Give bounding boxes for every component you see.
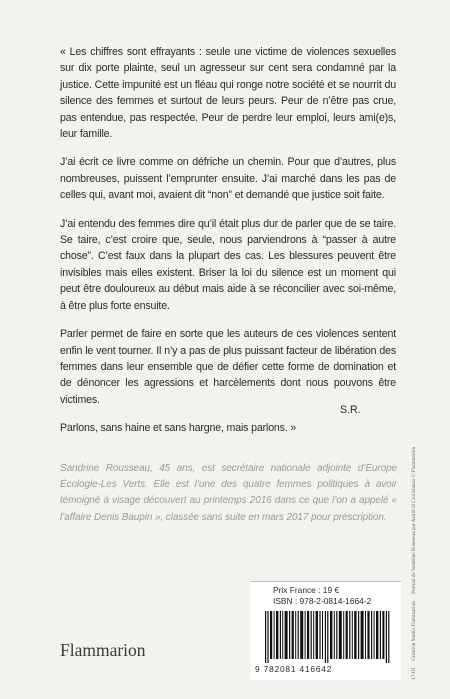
credits-vertical: [411, 441, 417, 680]
isbn-label: ISBN : 978-2-0814-1664-2: [273, 596, 372, 606]
quote-paragraph-4: Parler permet de faire en sorte que les auteurs de ces violences sentent enfin le vent tourner. Il n’y a pas de plus puissant facteur de libération des femmes dans leur ensemble que de défier cette forme de domination et de dénoncer les agressions et harcèlements dont nous pouvons être victimes.: [60, 328, 396, 406]
signature: S.R.: [340, 404, 361, 416]
price-label: Prix France : 19 €: [273, 585, 340, 595]
credit-photo: Portrait de Sandrine Rousseau par Astrid di Crollalanza © Flammarion: [411, 446, 417, 594]
barcode-digits: 9 782081 416642: [255, 664, 333, 674]
credit-design: Création Studio Flammarion: [411, 601, 417, 661]
back-cover-quote: [60, 44, 396, 449]
quote-paragraph-1: « Les chiffres sont effrayants : seule une victime de violences sexuelles sur dix porte plainte, seul un agresseur sur cent sera condamné par la justice. Cette impunité est un fléau qui ronge notre société et se nourrit du silence des femmes et surtout de leurs peurs. Peur de n’être pas crue, pas entendue, pas respectée. Peur de perdre leur emploi, leurs ami(e)s, leur famille.: [60, 46, 396, 141]
publisher-logo: Flammarion: [60, 640, 146, 660]
barcode-icon: [263, 611, 391, 663]
author-bio-text: Sandrine Rousseau, 45 ans, est secrétaire nationale adjointe d’Europe Écologie-Les Verts. Elle est l’une des quatre femmes politiques à avoir témoigné à visage découvert au printemps 2016 dans ce que l’on a appelé « l’affaire Denis Baupin », classée sans suite en mars 2017 pour prescription.: [60, 463, 397, 523]
quote-paragraph-2: J’ai écrit ce livre comme on défriche un chemin. Pour que d’autres, plus nombreuses, puissent l’emprunter ensuite. J’ai marché dans les pas de celles qui, avant moi, avaient dit “non” et demandé que justice soit faite.: [60, 156, 396, 202]
quote-paragraph-3: J’ai entendu des femmes dire qu’il était plus dur de parler que de se taire. Se taire, c’est croire que, seule, nous parviendrons à “passer à autre chose”. C’est faux dans la plupart des cas. Les blessures peuvent être invisibles mais elles existent. Briser la loi du silence est un moment qui peut être douloureux au début mais aide à se réconcilier avec soi-même, à être plus forte ensuite.: [60, 217, 396, 312]
author-bio: [60, 461, 397, 526]
quote-paragraph-5: Parlons, sans haine et sans hargne, mais parlons. »: [60, 422, 297, 435]
credit-code: 17-III: [411, 667, 417, 680]
price-barcode-box: [251, 581, 401, 680]
